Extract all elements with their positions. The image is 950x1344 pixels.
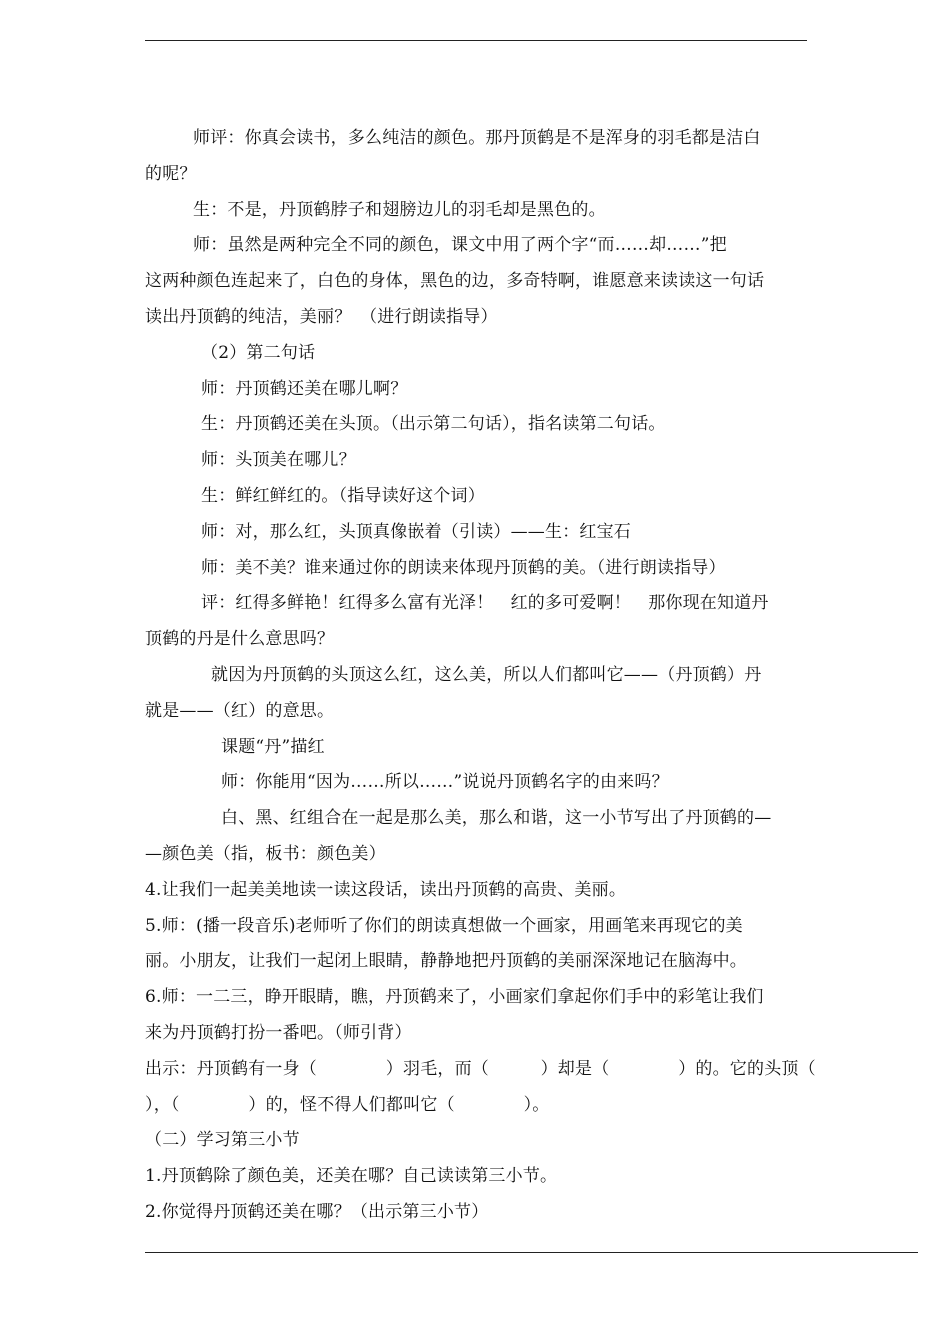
text-line: 丽。小朋友，让我们一起闭上眼睛，静静地把丹顶鹤的美丽深深地记在脑海中。 xyxy=(145,951,747,972)
text-line: 评：红得多鲜艳！红得多么富有光泽！ 红的多可爱啊！ 那你现在知道丹 xyxy=(201,593,769,614)
text-line: 顶鹤的丹是什么意思吗？ xyxy=(145,629,335,650)
text-line: 师评：你真会读书，多么纯洁的颜色。那丹顶鹤是不是浑身的羽毛都是洁白 xyxy=(193,128,761,148)
text-line: （2）第二句话 xyxy=(201,342,316,363)
text-line: 6.师：一二三，睁开眼睛，瞧，丹顶鹤来了，小画家们拿起你们手中的彩笔让我们 xyxy=(145,987,764,1008)
text-line: 2.你觉得丹顶鹤还美在哪？（出示第三小节） xyxy=(145,1202,489,1222)
text-line: 5.师：(播一段音乐)老师听了你们的朗读真想做一个画家，用画笔来再现它的美 xyxy=(145,915,743,936)
text-line: 的呢？ xyxy=(145,163,197,184)
text-line: 师：你能用“因为……所以……”说说丹顶鹤名字的由来吗？ xyxy=(221,772,669,793)
text-line: 师：美不美？谁来通过你的朗读来体现丹顶鹤的美。（进行朗读指导） xyxy=(201,557,726,578)
text-line: 生：丹顶鹤还美在头顶。（出示第二句话），指名读第二句话。 xyxy=(201,414,666,435)
text-line: 来为丹顶鹤打扮一番吧。（师引背） xyxy=(145,1023,412,1043)
text-line: ），（ ）的，怪不得人们都叫它（ ）。 xyxy=(145,1094,550,1115)
text-line: 课题“丹”描红 xyxy=(221,736,325,757)
text-line: 生：不是，丹顶鹤脖子和翅膀边儿的羽毛却是黑色的。 xyxy=(193,199,606,220)
text-line: 师：头顶美在哪儿？ xyxy=(201,450,356,471)
text-line: —颜色美（指，板书：颜色美） xyxy=(145,844,386,864)
text-line: 1.丹顶鹤除了颜色美，还美在哪？自己读读第三小节。 xyxy=(145,1166,558,1187)
footer-rule xyxy=(145,1252,918,1253)
text-line: 师：虽然是两种完全不同的颜色，课文中用了两个字“而……却……”把 xyxy=(193,235,727,256)
text-line: 就是——（红）的意思。 xyxy=(145,700,335,721)
text-line: 这两种颜色连起来了，白色的身体，黑色的边，多奇特啊，谁愿意来读读这一句话 xyxy=(145,271,765,292)
text-line: 师：对，那么红，头顶真像嵌着（引读）——生：红宝石 xyxy=(201,521,631,542)
text-line: 师：丹顶鹤还美在哪儿啊？ xyxy=(201,378,408,399)
header-rule xyxy=(145,40,807,41)
text-line: 白、黑、红组合在一起是那么美，那么和谐，这一小节写出了丹顶鹤的— xyxy=(221,808,772,829)
text-line: 读出丹顶鹤的纯洁，美丽？ （进行朗读指导） xyxy=(145,307,498,327)
text-line: 生：鲜红鲜红的。（指导读好这个词） xyxy=(201,486,485,506)
text-line: （二）学习第三小节 xyxy=(145,1130,300,1151)
text-line: 4.让我们一起美美地读一读这段话，读出丹顶鹤的高贵、美丽。 xyxy=(145,879,627,900)
text-line: 出示：丹顶鹤有一身（ ）羽毛，而（ ）却是（ ）的。它的头顶（ xyxy=(145,1058,816,1079)
text-line: 就因为丹顶鹤的头顶这么红，这么美，所以人们都叫它——（丹顶鹤）丹 xyxy=(211,665,762,685)
